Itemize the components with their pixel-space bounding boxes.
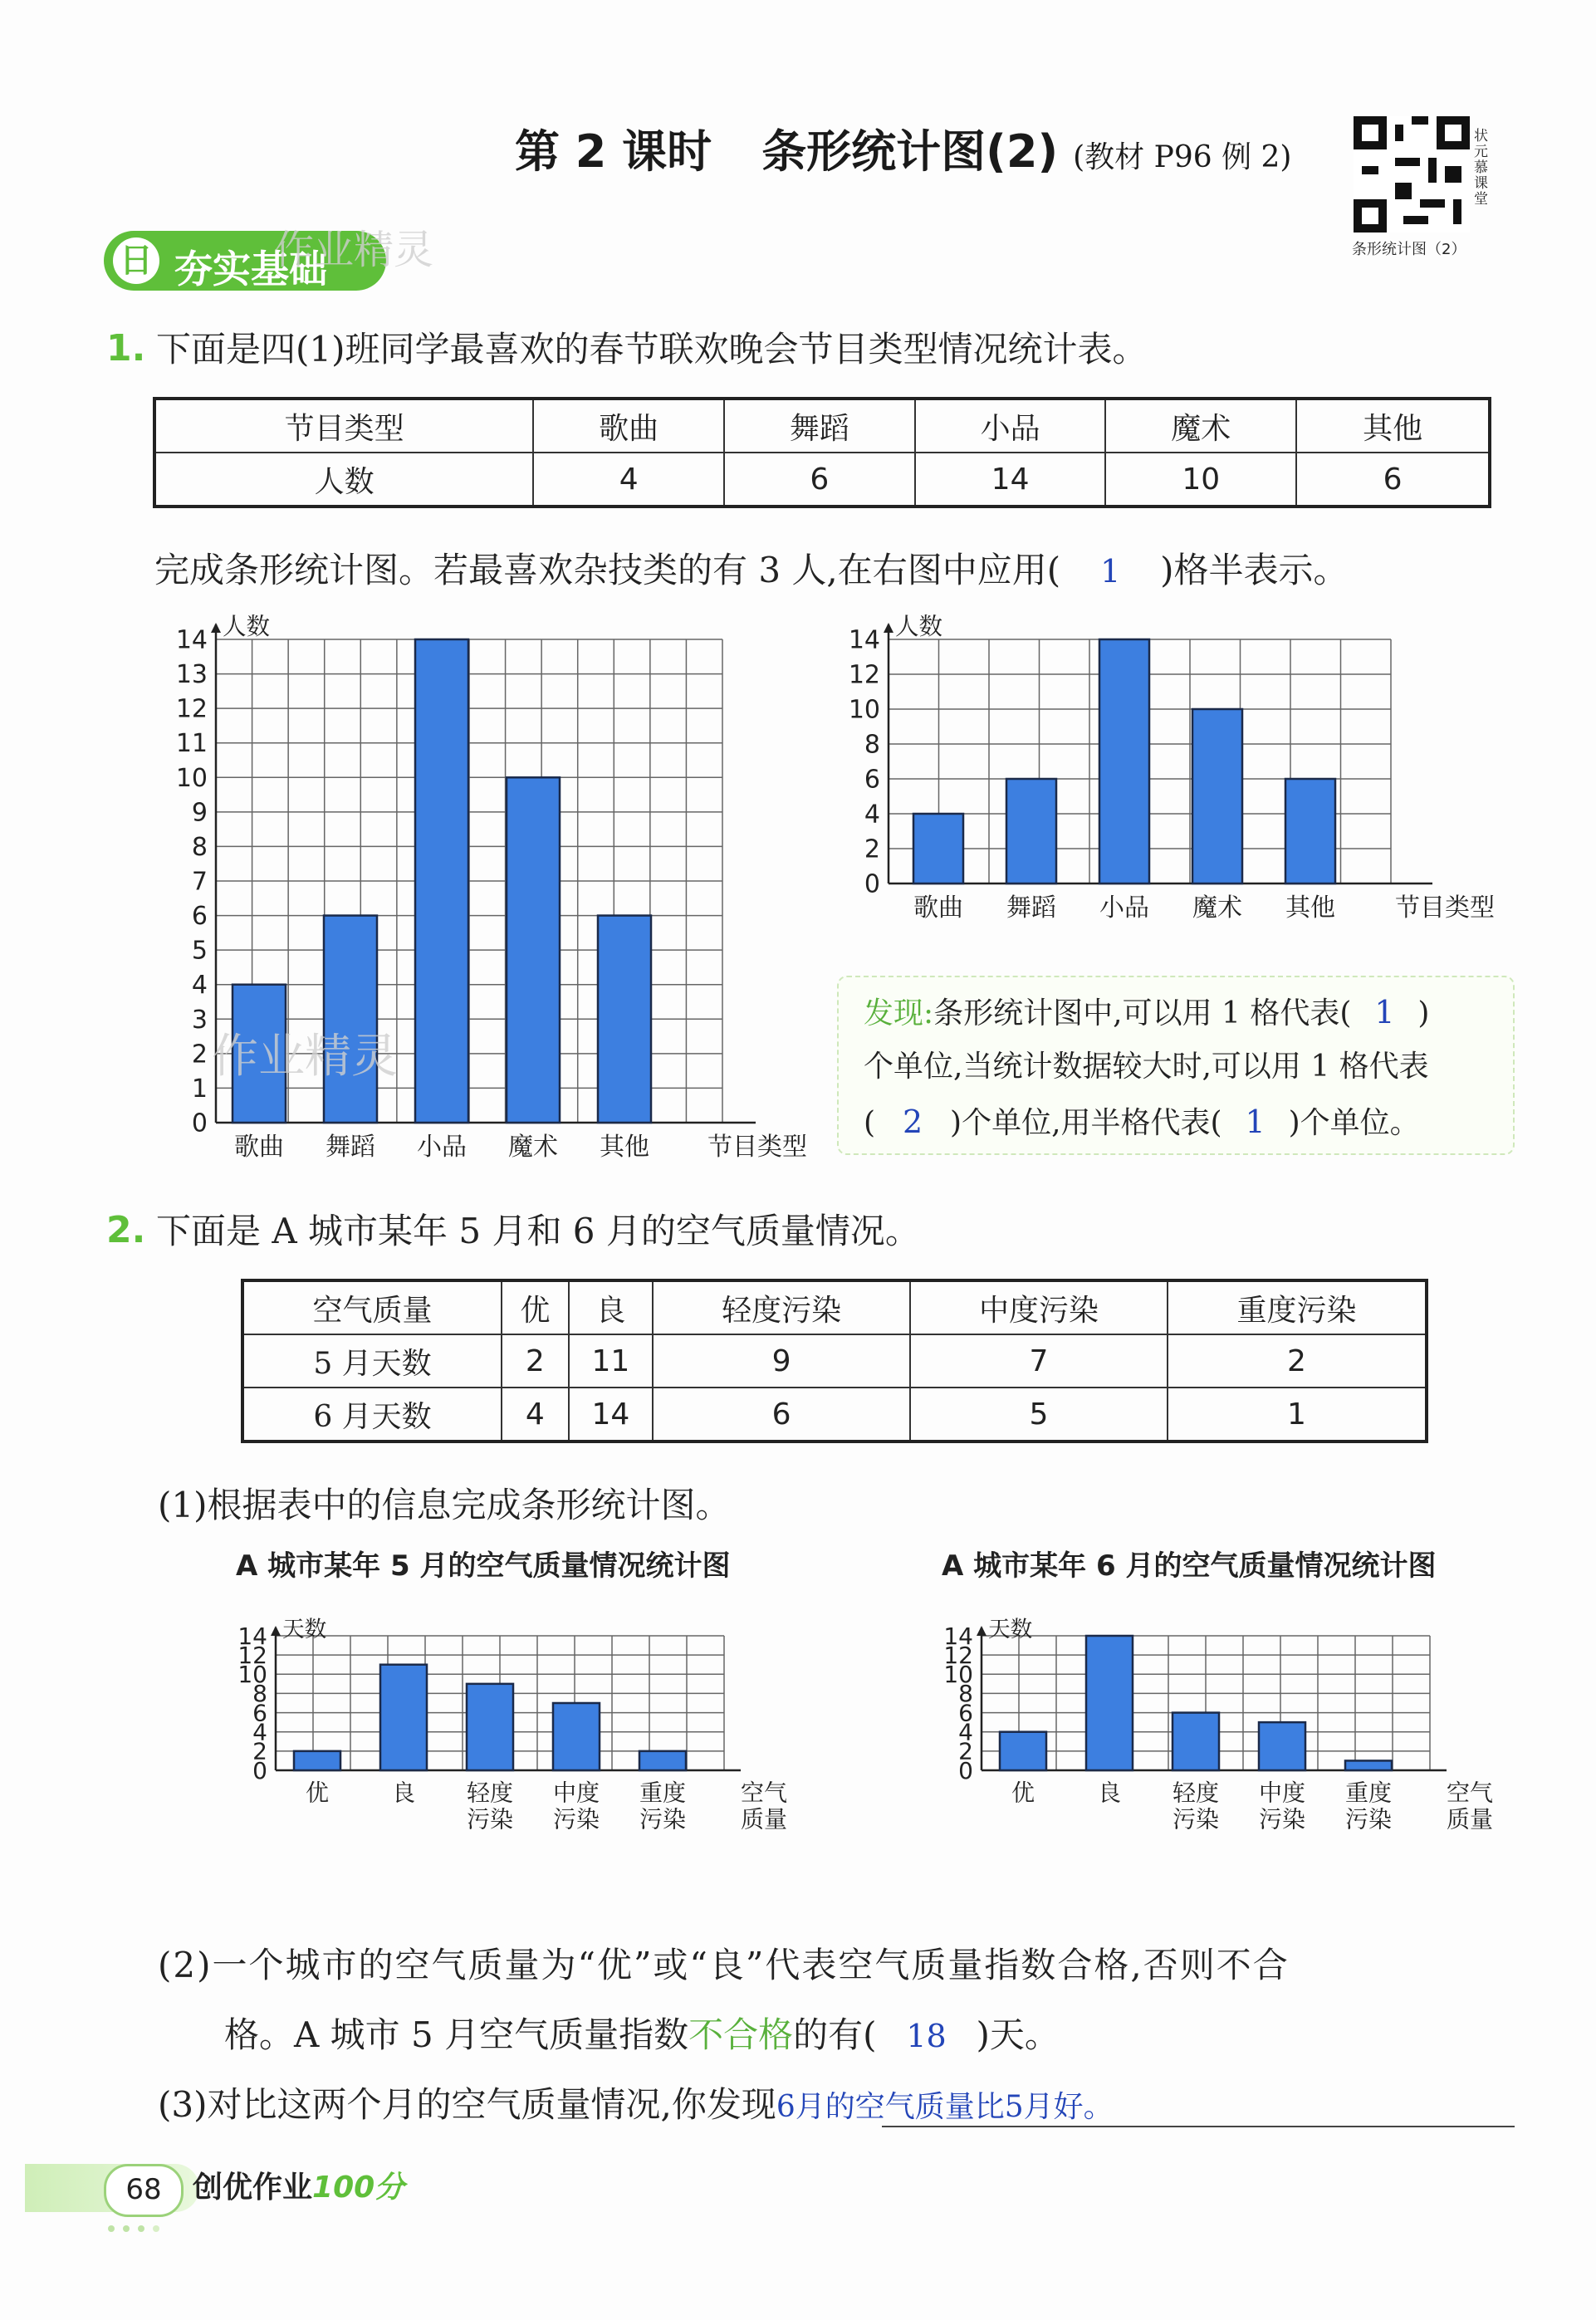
y-tick-label: 11 <box>175 729 208 759</box>
q1-prompt-before: 完成条形统计图。若最喜欢杂技类的有 3 人,在右图中应用( <box>154 550 1061 590</box>
x-tick-label: 中度 <box>552 1779 600 1807</box>
y-tick-label: 10 <box>237 1661 267 1689</box>
qr-caption: 条形统计图（2） <box>1352 241 1466 258</box>
chart-june <box>930 1603 1545 1902</box>
bar <box>294 1751 340 1770</box>
brand-score: 100分 <box>312 2171 405 2205</box>
x-axis-label: 节目类型 <box>707 1133 807 1162</box>
chart-may <box>224 1603 839 1902</box>
table-row <box>154 399 1490 453</box>
qr-side-label: 状元慕课堂 <box>1474 128 1488 208</box>
section-icon: 日 <box>113 237 159 284</box>
q2-sub2-line2 <box>224 2008 1060 2058</box>
q2-sub3-answer[interactable]: 6月的空气质量比5月好。 <box>776 2090 1114 2124</box>
y-tick-label: 12 <box>237 1641 267 1669</box>
y-tick-label: 2 <box>864 835 880 864</box>
table-cell: 2 <box>502 1334 569 1388</box>
finding-label: 发现: <box>864 996 934 1030</box>
y-tick-label: 10 <box>943 1661 973 1689</box>
y-axis-label: 人数 <box>895 613 943 640</box>
q2-sub2-text: 格。A 城市 5 月空气质量指数 <box>224 2014 689 2055</box>
table-header: 中度污染 <box>910 1280 1168 1334</box>
footer-brand <box>193 2164 404 2212</box>
x-tick-label: 小品 <box>1099 893 1149 923</box>
y-tick-label: 6 <box>191 902 208 932</box>
bar <box>1259 1722 1305 1770</box>
x-tick-label: 中度 <box>1258 1779 1306 1807</box>
row-label: 6 月天数 <box>242 1388 502 1441</box>
y-tick-label: 0 <box>958 1756 973 1784</box>
x-tick-label: 轻度 <box>1172 1779 1220 1807</box>
y-tick-label: 6 <box>252 1699 267 1727</box>
finding-text: )个单位。 <box>1288 1106 1420 1140</box>
y-tick-label: 4 <box>958 1718 973 1746</box>
q1-answer[interactable]: 1 <box>1100 553 1121 590</box>
y-axis-label: 天数 <box>988 1617 1033 1643</box>
y-tick-label: 12 <box>175 694 208 724</box>
q1-prompt-after: )格半表示。 <box>1160 550 1349 590</box>
chart-title-june: A 城市某年 6 月的空气质量情况统计图 <box>942 1549 1437 1583</box>
x-tick-label: 污染 <box>552 1805 600 1833</box>
y-tick-label: 13 <box>175 660 208 690</box>
bar <box>415 639 468 1123</box>
bar <box>467 1684 513 1770</box>
chart-q1-left <box>158 606 822 1187</box>
q2-sub2-answer[interactable]: 18 <box>906 2018 947 2054</box>
y-tick-label: 1 <box>191 1074 208 1104</box>
bar <box>1345 1760 1392 1770</box>
q1-table <box>153 397 1491 508</box>
x-axis-label: 质量 <box>1447 1805 1494 1833</box>
bar <box>913 814 963 883</box>
q2-sub3-text: (3)对比这两个月的空气质量情况,你发现 <box>158 2084 776 2125</box>
table-cell: 14 <box>569 1388 653 1441</box>
x-tick-label: 污染 <box>1172 1805 1220 1833</box>
y-tick-label: 9 <box>191 798 208 828</box>
y-tick-label: 0 <box>191 1109 208 1138</box>
x-tick-label: 优 <box>305 1779 330 1807</box>
bar <box>1006 779 1056 883</box>
y-axis-label: 天数 <box>282 1617 327 1643</box>
finding-text: )个单位,用半格代表( <box>950 1106 1222 1140</box>
x-tick-label: 魔术 <box>1192 893 1242 923</box>
x-tick-label: 魔术 <box>508 1133 558 1162</box>
table-cell: 4 <box>533 453 724 507</box>
x-tick-label: 污染 <box>466 1805 514 1833</box>
x-tick-label: 良 <box>1097 1779 1122 1807</box>
table-row <box>242 1388 1427 1441</box>
table-cell: 11 <box>569 1334 653 1388</box>
y-tick-label: 12 <box>848 660 880 690</box>
bar <box>639 1751 686 1770</box>
y-tick-label: 0 <box>252 1756 267 1784</box>
table-cell: 6 <box>653 1388 910 1441</box>
finding-answer-1[interactable]: 1 <box>1374 994 1395 1030</box>
x-axis-label: 空气 <box>1447 1779 1494 1807</box>
q2-table <box>241 1279 1428 1443</box>
y-tick-label: 6 <box>864 765 880 795</box>
q1-text: 下面是四(1)班同学最喜欢的春节联欢晚会节目类型情况统计表。 <box>156 329 1148 370</box>
y-tick-label: 14 <box>848 625 880 655</box>
y-tick-label: 4 <box>252 1718 267 1746</box>
table-cell: 6 <box>1296 453 1490 507</box>
bar <box>1173 1713 1219 1770</box>
chart-title-may: A 城市某年 5 月的空气质量情况统计图 <box>236 1549 731 1583</box>
y-tick-label: 8 <box>252 1680 267 1708</box>
table-header: 空气质量 <box>242 1280 502 1334</box>
x-tick-label: 重度 <box>639 1779 687 1807</box>
q2-sub3 <box>158 2078 1114 2127</box>
table-header: 优 <box>502 1280 569 1334</box>
bar <box>1285 779 1335 883</box>
bar <box>1099 639 1149 883</box>
bar <box>507 777 560 1123</box>
row-label: 人数 <box>154 453 533 507</box>
table-header: 其他 <box>1296 399 1490 453</box>
x-tick-label: 污染 <box>1344 1805 1393 1833</box>
y-tick-label: 3 <box>191 1005 208 1035</box>
x-axis-label: 质量 <box>741 1805 788 1833</box>
bar <box>598 916 651 1123</box>
y-tick-label: 8 <box>864 730 880 760</box>
y-tick-label: 12 <box>943 1641 973 1669</box>
qr-code-icon[interactable] <box>1354 116 1470 232</box>
y-tick-label: 2 <box>252 1737 267 1765</box>
lesson-label: 第 2 课时 <box>515 125 712 178</box>
y-tick-label: 4 <box>191 971 208 1001</box>
table-row <box>242 1334 1427 1388</box>
y-tick-label: 14 <box>237 1622 267 1650</box>
y-tick-label: 0 <box>864 869 880 899</box>
chart-q1-right <box>830 606 1545 972</box>
lesson-topic: 条形统计图(2) <box>761 125 1059 178</box>
x-tick-label: 良 <box>391 1779 416 1807</box>
finding-answer-2[interactable]: 2 <box>902 1104 923 1140</box>
watermark-chart: 作业精灵 <box>212 1030 398 1084</box>
x-axis-label: 空气 <box>741 1779 788 1807</box>
q2-text: 下面是 A 城市某年 5 月和 6 月的空气质量情况。 <box>156 1211 920 1251</box>
brand-name: 创优作业 <box>193 2171 313 2205</box>
x-tick-label: 小品 <box>417 1133 467 1162</box>
x-tick-label: 歌曲 <box>234 1133 284 1162</box>
finding-text: 条形统计图中,可以用 1 格代表( <box>933 996 1352 1030</box>
finding-text: ( <box>864 1106 876 1140</box>
q2-sub2-line1: (2)一个城市的空气质量为“优”或“良”代表空气质量指数合格,否则不合 <box>158 1945 1290 1985</box>
y-tick-label: 10 <box>175 763 208 793</box>
table-row <box>154 453 1490 507</box>
y-tick-label: 2 <box>191 1040 208 1069</box>
table-row <box>242 1280 1427 1334</box>
x-tick-label: 歌曲 <box>913 893 963 923</box>
section-title: 夯实基础 <box>174 247 327 291</box>
q2-sub2-text: )天。 <box>976 2014 1060 2055</box>
table-cell: 4 <box>502 1388 569 1441</box>
x-tick-label: 舞蹈 <box>1006 893 1056 923</box>
table-header: 良 <box>569 1280 653 1334</box>
y-axis-arrow-icon <box>884 623 893 633</box>
x-tick-label: 其他 <box>600 1133 649 1162</box>
table-header: 小品 <box>915 399 1106 453</box>
x-tick-label: 舞蹈 <box>326 1133 375 1162</box>
table-header: 歌曲 <box>533 399 724 453</box>
y-tick-label: 10 <box>848 695 880 725</box>
table-cell: 7 <box>910 1334 1168 1388</box>
bar <box>380 1665 427 1770</box>
y-tick-label: 4 <box>864 800 880 830</box>
y-axis-arrow-icon <box>271 1626 281 1636</box>
y-tick-label: 6 <box>958 1699 973 1727</box>
watermark-top: 作业精灵 <box>274 227 434 273</box>
bar <box>1086 1636 1133 1770</box>
table-cell: 1 <box>1168 1388 1427 1441</box>
table-cell: 9 <box>653 1334 910 1388</box>
x-tick-label: 污染 <box>639 1805 687 1833</box>
finding-line-2: 个单位,当统计数据较大时,可以用 1 格代表 <box>864 1050 1429 1084</box>
table-cell: 14 <box>915 453 1106 507</box>
table-header: 重度污染 <box>1168 1280 1427 1334</box>
table-header: 轻度污染 <box>653 1280 910 1334</box>
y-tick-label: 8 <box>958 1680 973 1708</box>
finding-answer-3[interactable]: 1 <box>1245 1104 1266 1140</box>
textbook-reference: (教材 P96 例 2) <box>1073 140 1292 174</box>
y-tick-label: 14 <box>943 1622 973 1650</box>
table-header: 魔术 <box>1105 399 1296 453</box>
page-title <box>515 116 1291 180</box>
finding-line-3 <box>864 1094 1420 1151</box>
bar <box>553 1703 600 1770</box>
y-axis-arrow-icon <box>211 623 221 633</box>
table-cell: 6 <box>724 453 915 507</box>
finding-text: ) <box>1417 996 1430 1030</box>
table-header: 节目类型 <box>154 399 533 453</box>
x-tick-label: 其他 <box>1285 893 1335 923</box>
answer-underline <box>882 2126 1515 2127</box>
page-number: 68 <box>104 2164 184 2217</box>
x-tick-label: 污染 <box>1258 1805 1306 1833</box>
q2-sub1: (1)根据表中的信息完成条形统计图。 <box>158 1485 731 1525</box>
y-axis-arrow-icon <box>977 1626 986 1636</box>
x-tick-label: 轻度 <box>466 1779 514 1807</box>
q1-number: 1. <box>106 327 146 370</box>
x-tick-label: 优 <box>1011 1779 1035 1807</box>
x-axis-label: 节目类型 <box>1395 893 1495 923</box>
y-tick-label: 5 <box>191 936 208 966</box>
table-cell: 5 <box>910 1388 1168 1441</box>
bar <box>1192 709 1242 883</box>
x-tick-label: 重度 <box>1344 1779 1393 1807</box>
q2-sub2-highlight: 不合格 <box>688 2014 794 2055</box>
table-cell: 2 <box>1168 1334 1427 1388</box>
q2-number: 2. <box>106 1209 146 1251</box>
y-axis-label: 人数 <box>223 613 271 640</box>
y-tick-label: 14 <box>175 625 208 655</box>
finding-line-1 <box>864 985 1429 1041</box>
bar <box>1000 1732 1046 1770</box>
table-header: 舞蹈 <box>724 399 915 453</box>
y-tick-label: 8 <box>191 832 208 862</box>
q2-sub2-text: 的有( <box>793 2014 877 2055</box>
y-tick-label: 7 <box>191 867 208 897</box>
q1-prompt <box>154 543 1349 593</box>
y-tick-label: 2 <box>958 1737 973 1765</box>
table-cell: 10 <box>1105 453 1296 507</box>
footer-dots-icon <box>108 2225 174 2232</box>
row-label: 5 月天数 <box>242 1334 502 1388</box>
